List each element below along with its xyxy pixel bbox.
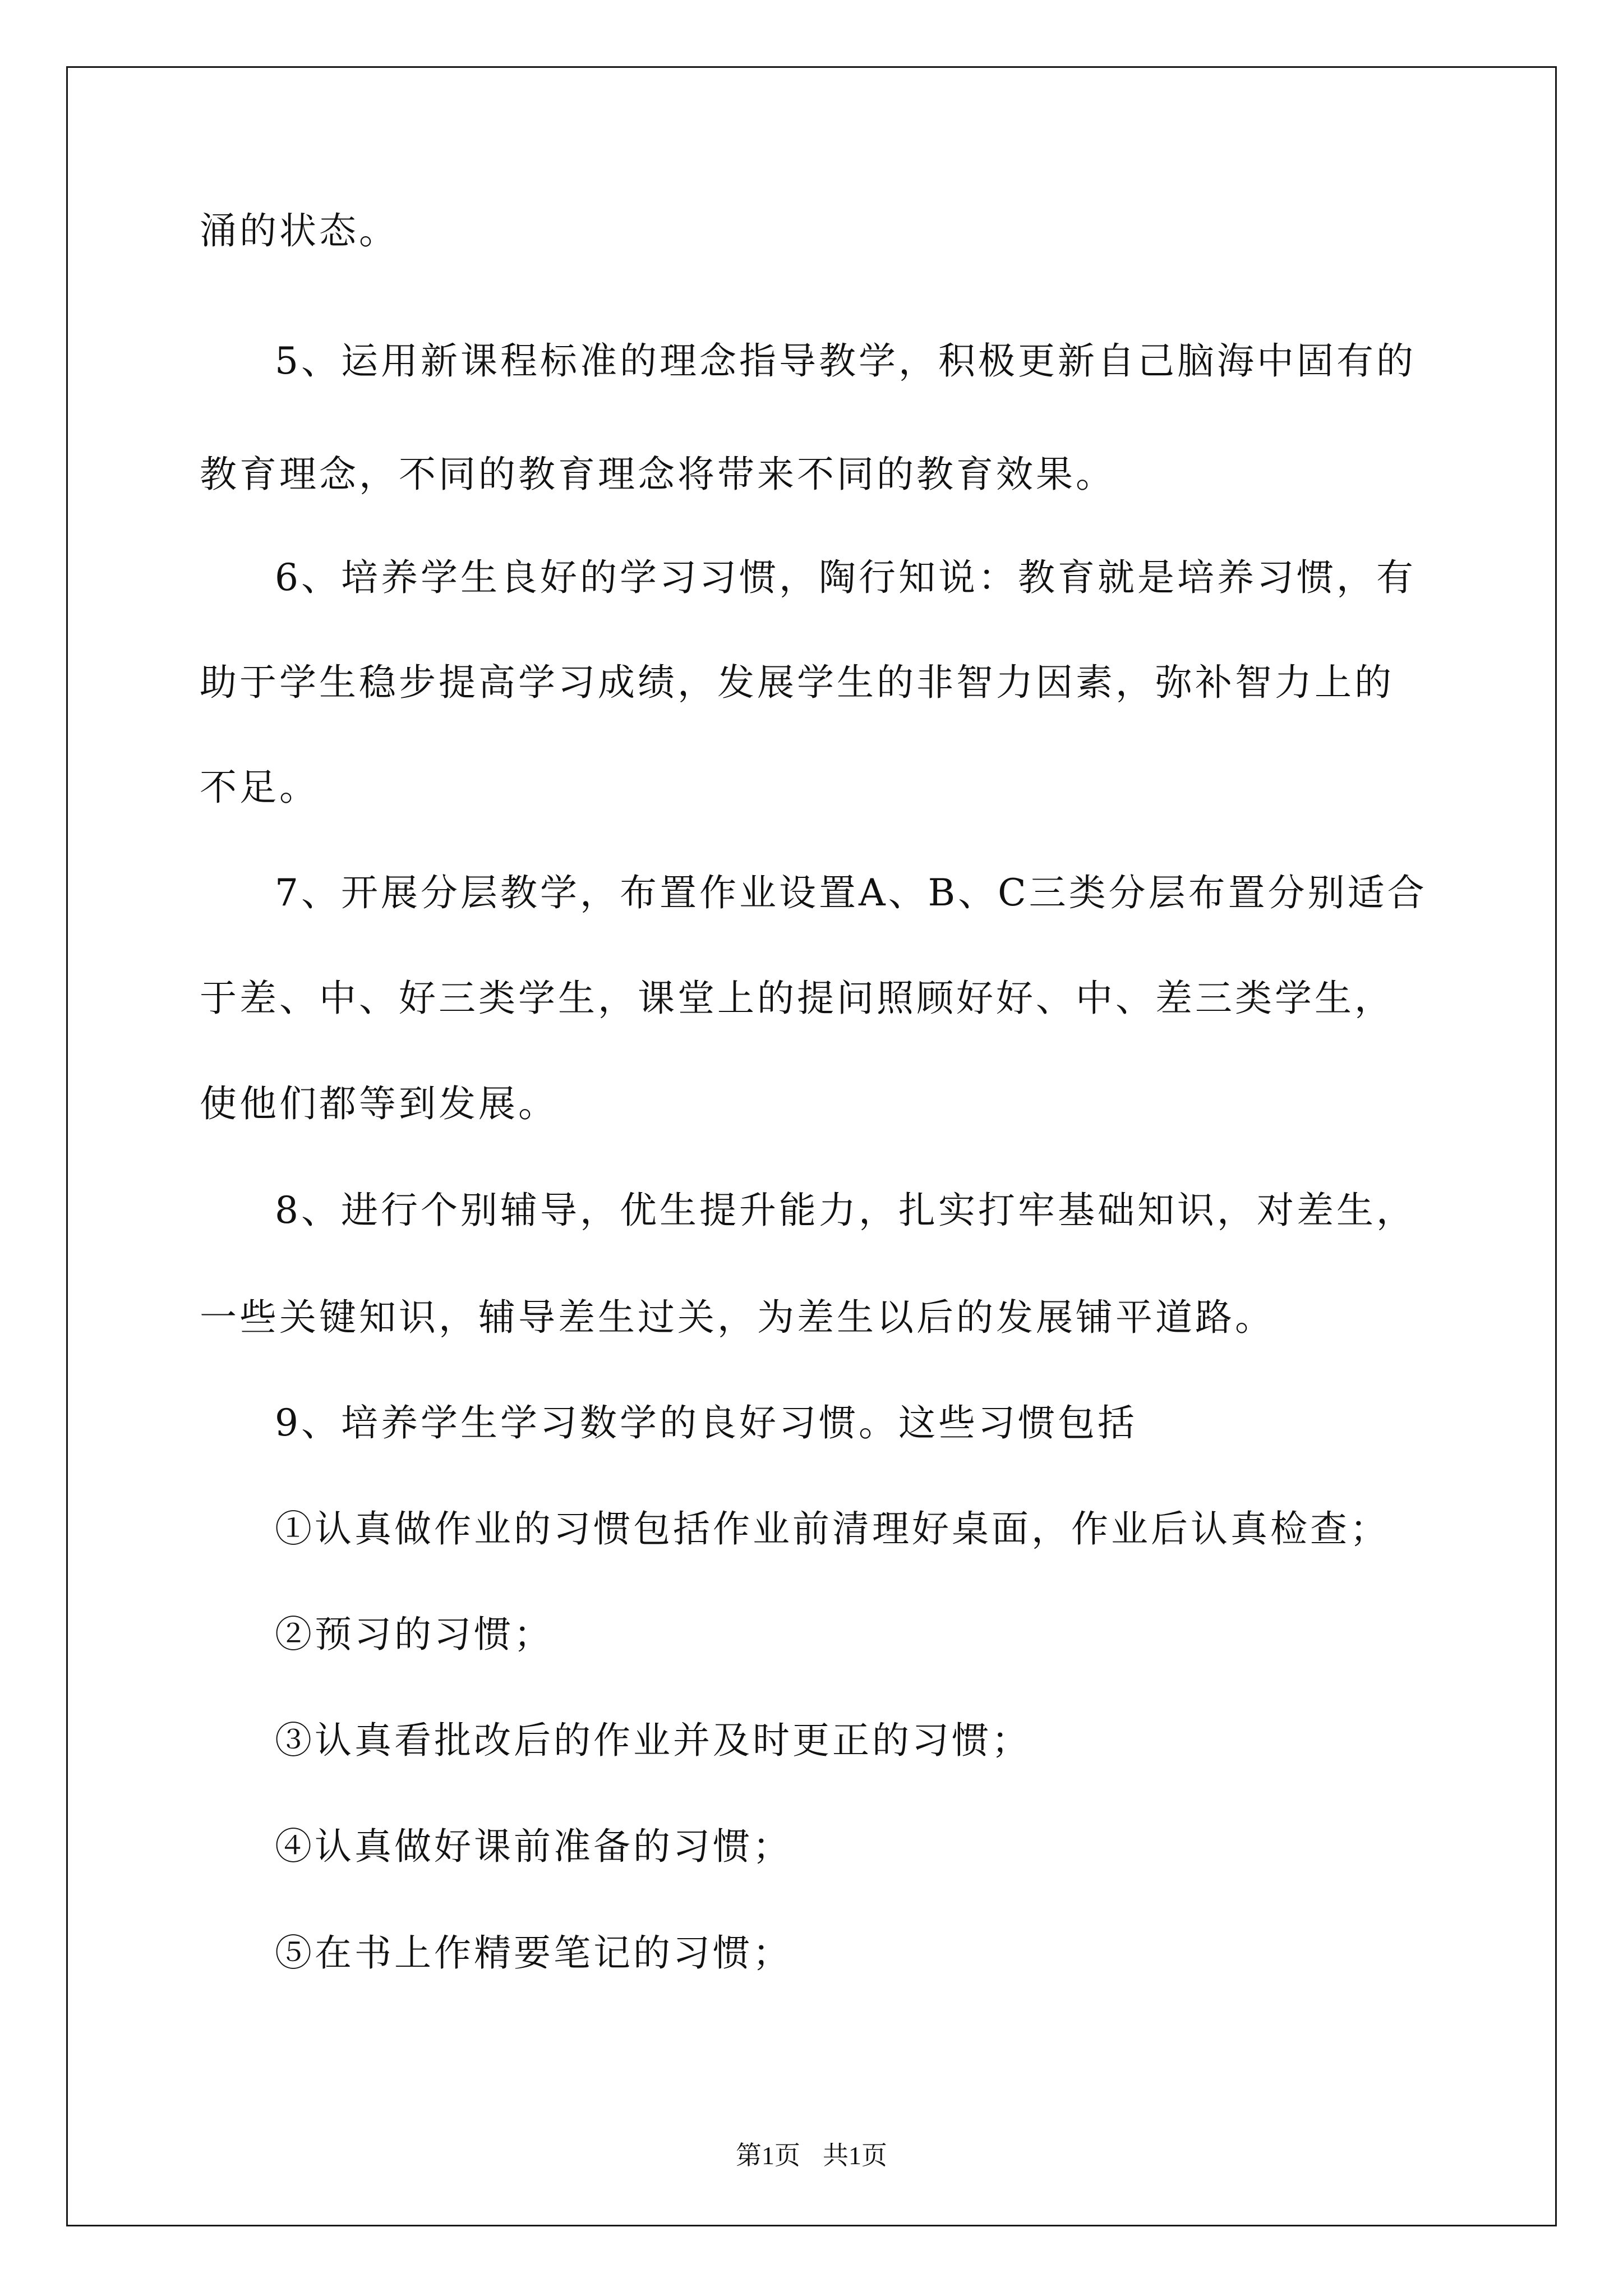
text-line: 于差、中、好三类学生，课堂上的提问照顾好好、中、差三类学生， — [200, 977, 1394, 1020]
text-line: 教育理念，不同的教育理念将带来不同的教育效果。 — [200, 453, 1115, 496]
text-line: ①认真做作业的习惯包括作业前清理好桌面，作业后认真检查； — [275, 1507, 1390, 1550]
page-footer — [0, 2139, 1623, 2173]
text-line: ③认真看批改后的作业并及时更正的习惯； — [275, 1719, 1031, 1762]
text-line: 涌的状态。 — [200, 209, 399, 252]
page-frame — [66, 66, 1557, 2226]
text-line: ⑤在书上作精要笔记的习惯； — [275, 1931, 792, 1975]
text-line: 一些关键知识，辅导差生过关，为差生以后的发展铺平道路。 — [200, 1296, 1275, 1339]
text-line: 7、开展分层教学，布置作业设置A、B、C三类分层布置分别适合 — [275, 871, 1427, 914]
text-line: 9、培养学生学习数学的良好习惯。这些习惯包括 — [275, 1401, 1137, 1444]
text-line: 助于学生稳步提高学习成绩，发展学生的非智力因素，弥补智力上的 — [200, 661, 1394, 704]
text-line: ②预习的习惯； — [275, 1613, 554, 1656]
text-line: 5、运用新课程标准的理念指导教学，积极更新自己脑海中固有的 — [275, 339, 1416, 383]
text-line: 8、进行个别辅导，优生提升能力，扎实打牢基础知识，对差生， — [275, 1189, 1416, 1232]
text-line: 使他们都等到发展。 — [200, 1082, 558, 1125]
page-number-current: 第1页 — [736, 2141, 800, 2170]
text-line: 6、培养学生良好的学习习惯，陶行知说：教育就是培养习惯，有 — [275, 556, 1416, 599]
text-line: ④认真做好课前准备的习惯； — [275, 1825, 792, 1868]
text-line: 不足。 — [200, 766, 319, 809]
page-number-total: 共1页 — [823, 2141, 887, 2170]
